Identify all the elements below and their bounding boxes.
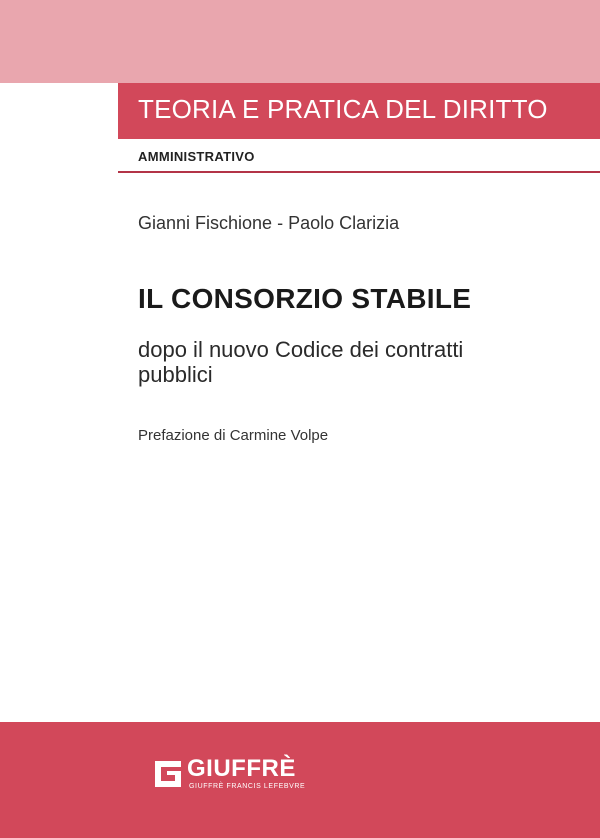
book-title: IL CONSORZIO STABILE: [138, 283, 472, 314]
series-band: [118, 83, 600, 139]
subseries-label: AMMINISTRATIVO: [138, 149, 255, 164]
giuffre-logo-icon: [153, 759, 183, 789]
preface-credit: Prefazione di Carmine Volpe: [138, 427, 329, 444]
authors: Gianni Fischione - Paolo Clarizia: [138, 213, 400, 233]
publisher-tagline: GIUFFRÈ FRANCIS LEFEBVRE: [189, 783, 306, 790]
divider-rule: [118, 171, 600, 173]
publisher-name: GIUFFRÈ: [187, 755, 296, 782]
book-subtitle: dopo il nuovo Codice dei contratti pubblici: [138, 337, 464, 387]
series-title: TEORIA E PRATICA DEL DIRITTO: [138, 94, 548, 124]
bottom-color-band: [0, 722, 600, 838]
top-color-band: [0, 0, 600, 83]
